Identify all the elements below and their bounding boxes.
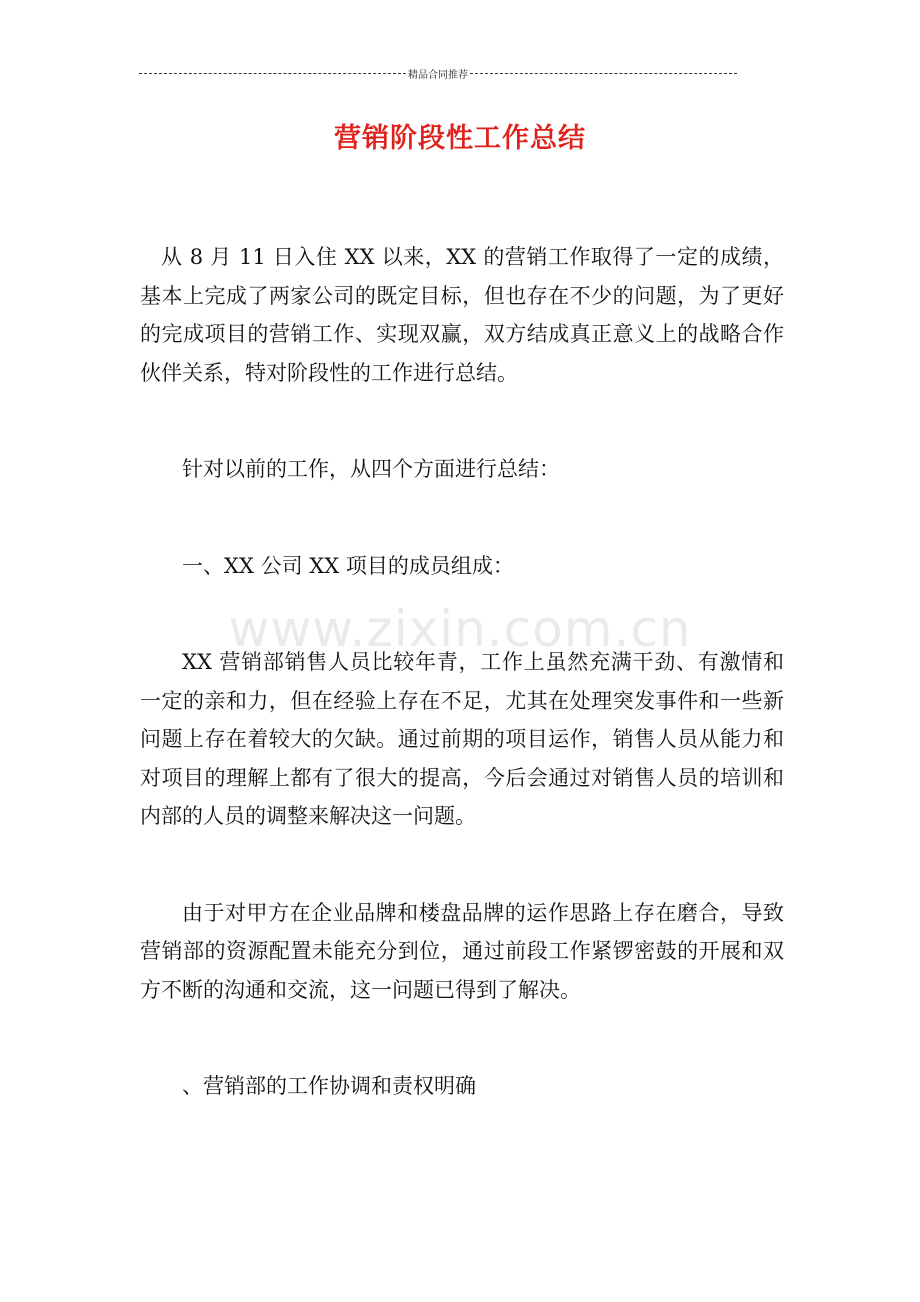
paragraph-gap: [140, 1009, 784, 1067]
paragraph-gap: [140, 489, 784, 547]
document-body: [140, 238, 784, 1106]
header-divider: [139, 66, 737, 80]
paragraph-summary-lead: 针对以前的工作，从四个方面进行总结：: [182, 457, 560, 481]
watermark: www.zixin.com.cn: [228, 600, 692, 658]
header-dash-right: [470, 73, 737, 74]
paragraph-gap: [140, 836, 784, 894]
section-heading-1: 一、XX 公司 XX 项目的成员组成：: [182, 553, 514, 578]
section-heading-2: 、营销部的工作协调和责权明确: [182, 1074, 476, 1098]
paragraph-staff: XX 营销部销售人员比较年青，工作上虽然充满干劲、有激情和一定的亲和力，但在经验上存在不足，尤其在处理突发事件和一些新问题上存在着较大的欠缺。通过前期的项目运作，销售人员从能力和对项目的理解上都有了很大的提高，今后会通过对销售人员的培训和内部的人员的调整来解决这一问题。: [140, 650, 784, 828]
paragraph-gap: [140, 585, 784, 643]
document-title: 营销阶段性工作总结: [334, 123, 586, 154]
paragraph-gap: [140, 392, 784, 450]
header-dash-left: [139, 73, 406, 74]
header-label: 精品合同推荐: [408, 69, 468, 81]
paragraph-intro: 从 8 月 11 日入住 XX 以来，XX 的营销工作取得了一定的成绩，基本上完成了两家公司的既定目标，但也存在不少的问题，为了更好的完成项目的营销工作、实现双赢，双方结成真正意义上的战略合作伙伴关系，特对阶段性的工作进行总结。: [140, 245, 784, 385]
paragraph-branding: 由于对甲方在企业品牌和楼盘品牌的运作思路上存在磨合，导致营销部的资源配置未能充分到位，通过前段工作紧锣密鼓的开展和双方不断的沟通和交流，这一问题已得到了解决。: [140, 900, 784, 1002]
